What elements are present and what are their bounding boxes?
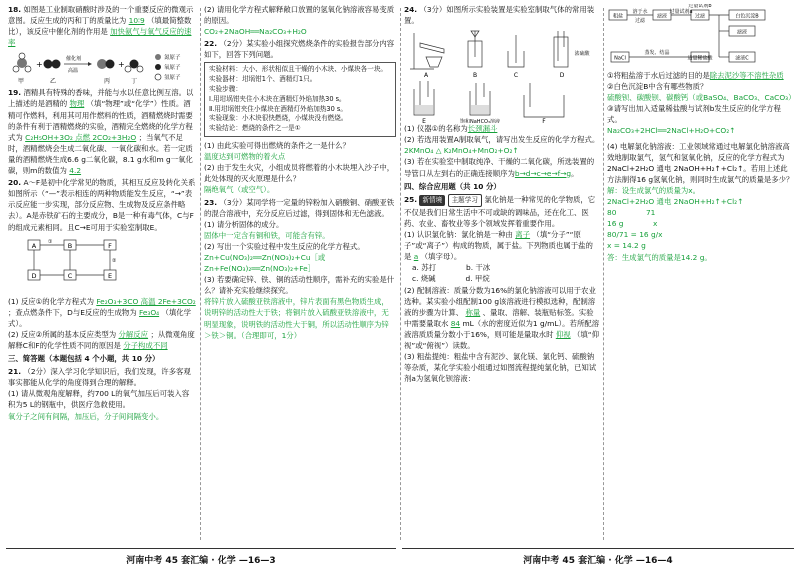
svg-text:②: ② xyxy=(112,257,117,264)
svg-text:适量稀盐酸: 适量稀盐酸 xyxy=(687,55,713,62)
apparatus-svg xyxy=(404,27,600,123)
svg-text:+: + xyxy=(118,60,125,70)
experiment-report-box: 实验材料：大小、形状相似且干燥的小木块、小煤块各一块。 实验器材：坩埚钳1个、酒精灯1只。 实验步骤： Ⅰ.用坩埚钳夹住小木块在酒精灯外焰加热30 s。 Ⅱ.用坩埚钳夹住小煤块在酒精灯外焰加热30 s。 实验现象：小木块很快燃烧，小煤块没有燃烧。 实验结论：燃烧的条件之一是① xyxy=(204,62,396,137)
svg-text:A: A xyxy=(31,241,37,250)
svg-text:丙: 丙 xyxy=(104,78,111,86)
question-19: 19. 酒精具有特殊的香味，并能与水以任意比例互溶。以上描述的是酒精的 物理 （填“物理”或“化学”）性质。酒精可作燃料，利用其可用作燃料的性质，酒精燃烧时需要的条件有利于酒精燃烧的实验，酒精完全燃烧的化学方程式为 C₂H₅OH+3O₂ 点燃 2CO₂+3H₂O ；当氧气不足时，酒精燃烧会生成二氧化碳、一氧化碳和水。若一定质量的酒精燃烧生成6.6 g二氧化碳，8.1 g水和m g一氧化碳，则m的数值为 4.2 xyxy=(8,88,194,176)
page-footer-left: 河南中考 45 套汇编 · 化学 —16—3 xyxy=(6,548,396,569)
question-20-parts: (1) 反应①的化学方程式为 Fe₂O₃+3CO 高温 2Fe+3CO₂ ；查点燃条件下，D与E反应的生成物为 Fe₃O₄ （填化学式）。 (2) 反应②所属的基本反应类型为 分解反应 ；从微观角度解释C和F的化学性质不同的原因是 分子构成不同 xyxy=(8,296,196,350)
molecule-ding xyxy=(125,60,143,73)
svg-text:氮原子: 氮原子 xyxy=(164,55,181,62)
relation-diagram-svg xyxy=(8,234,196,296)
svg-text:过滤: 过滤 xyxy=(634,18,646,24)
question-25: 25. 新情境 主题学习 氯化钠是一种常见的化学物质，它不仅是我们日常生活中不可或缺的调味品，还在化工、医药、农业、畜牧业等多个领域发挥着重要作用。 (1) 认识氯化钠：氯化钠是一种由 离子 （填“分子”“原子”或“离子”）构成的物质，属于盐。下列物质也属于盐的是 a （填字母）。 a. 苏打 b. 干冰 c. 烧碱 d. 甲烷 (2) 配制溶液：质量分数为16%的氯化钠溶液可以用于农业选种。某实验小组配制100 g该溶液进行模拟选种，配制溶液的步骤为计算、 称量 、量取、溶解、装瓶贴标签。实验中需要量取水 84 mL（水的密度近似为1 g/mL）。若所配溶液溶质质量分数小于16%，则可能是量取水时 仰视 （填“仰视”或“俯视”）读数。 (3) 粗盐提纯：粗盐中含有泥沙、氯化镁、氯化钙、硫酸钠等杂质，某化学实验小组通过如图流程提纯氯化钠，已知试剂a为氢氧化钡溶液： xyxy=(404,194,600,384)
column-3 xyxy=(404,4,600,385)
section-4-heading: 四、综合应用题（共 10 分） xyxy=(404,181,501,191)
svg-text:F: F xyxy=(108,241,112,250)
svg-text:催化剂: 催化剂 xyxy=(66,56,82,63)
svg-text:滤液: 滤液 xyxy=(656,13,668,20)
column-divider xyxy=(400,8,401,540)
column-divider xyxy=(603,8,604,540)
svg-text:过量试剂b: 过量试剂b xyxy=(688,4,712,9)
relation-diagram xyxy=(8,234,196,296)
svg-text:饱和NaHCO₃溶液: 饱和NaHCO₃溶液 xyxy=(460,119,500,124)
svg-text:乙: 乙 xyxy=(50,78,57,86)
svg-text:滤液: 滤液 xyxy=(736,29,748,36)
svg-text:C: C xyxy=(513,72,519,80)
svg-text:甲: 甲 xyxy=(18,78,25,86)
svg-text:过量试剂a: 过量试剂a xyxy=(669,9,693,15)
tag-badge: 新情境 xyxy=(419,195,445,206)
svg-text:粗盐: 粗盐 xyxy=(612,13,624,20)
svg-text:+: + xyxy=(36,60,43,70)
molecule-bing xyxy=(97,59,115,69)
question-22-parts: (1) 由此实验可得出燃烧的条件之一是什么？ 温度达到可燃物的着火点 (2) 由于发生火灾，小组成员将燃着的小木块埋入沙子中，此处体现的灭火原理是什么？ 隔绝氧气（或空气）。 xyxy=(204,141,395,195)
question-20: 20. A～F是初中化学常见的物质，其相互反应及转化关系如图所示（“—”表示相连的两种物质能发生反应，“→”表示反应能一步实现，部分反应物、生成物及反应条件略去）。A是赤铁矿石的主要成分，B是一种有毒气体，C与F的组成元素相同。且C→E可用于实验室制取E。 xyxy=(8,178,196,232)
svg-text:氢原子: 氢原子 xyxy=(164,75,181,82)
svg-text:B: B xyxy=(472,72,478,80)
svg-text:过滤: 过滤 xyxy=(694,13,706,20)
reaction-diagram-svg xyxy=(8,49,196,87)
question-24-parts: (1) 仪器①的名称为长颈漏斗 (2) 若选用装置A制取氧气，请写出发生反应的化学方程式。 2KMnO₄ △ K₂MnO₄+MnO₂+O₂↑ (3) 若在实验室中制取纯净、干燥的二氧化碳，所选装置的导管口从左到右的正确连接顺序为b→d→c→e→f→g。 xyxy=(404,124,600,178)
question-22: 22. （2分）某实验小组探究燃烧条件的实验报告部分内容如下，回答下列问题。 xyxy=(204,39,395,60)
svg-text:溶于水: 溶于水 xyxy=(632,9,648,15)
svg-text:①: ① xyxy=(48,238,53,245)
svg-text:浓硫酸: 浓硫酸 xyxy=(574,51,590,58)
svg-text:蒸发、结晶: 蒸发、结晶 xyxy=(644,50,670,56)
flow-chart-svg xyxy=(607,4,795,70)
column-2 xyxy=(204,4,396,342)
question-24: 24. （3分）如图所示实验装置是实验室制取气体的常用装置。 xyxy=(404,5,595,26)
answer-text: 氧分子之间有间隔，加压后，分子间间隔变小。 xyxy=(8,411,164,421)
page-footer-right: 河南中考 45 套汇编 · 化学 —16—4 xyxy=(402,548,794,569)
flow-chart xyxy=(607,4,795,70)
answer-blank: 加快氨气与氧气反应的速率 xyxy=(8,27,192,48)
question-23: 23. （3分）某同学将一定量的锌粉加入硝酸铜、硝酸亚铁的混合溶液中，充分反应后过滤，得到固体和无色滤液。 (1) 请分析固体的成分。 固体中一定含有铜和铁，可能含有锌。 (2) 写出一个实验过程中发生反应的化学方程式。 Zn+Cu(NO₃)₂══Zn(NO₃)₂+Cu［或Zn+Fe(NO₃)₂══Zn(NO₃)₂+Fe］ (3) 若要确定锌、铁、铜的活动性顺序，需补充的实验是什么？请补充实验继续探究。 将锌片放入硫酸亚铁溶液中，锌片表面有黑色物质生成，说明锌的活动性大于铁；将铜片放入硫酸亚铁溶液中，无明显现象，说明铁的活动性大于铜，所以活动性顺序为锌＞铁＞铜。（合理即可，1分） xyxy=(204,197,395,340)
svg-text:D: D xyxy=(31,271,37,280)
microscopic-diagram xyxy=(8,49,196,87)
question-25-flow-parts: ①将粗盐溶于水后过滤的目的是除去泥沙等不溶性杂质 ②白色沉淀B中含有哪些物质？ 硫酸钡、碳酸钡、碳酸钙（或BaSO₄、BaCO₃、CaCO₃） ③请写出加入适量稀盐酸与试剂b发生反应的化学方程式。 Na₂CO₃+2HCl══2NaCl+H₂O+CO₂↑ (4) 电解氯化钠溶液：工业领域常通过电解氯化钠溶液高效地制取氯气，氢气和氢氧化钠，反应的化学方程式为2NaCl+2H₂O 通电 2NaOH+H₂↑+Cl₂↑。若用上述此方法制得16 g氢氧化钠，则同时生成氯气的质量是多少？ 解：设生成氯气的质量为x。 2NaCl+2H₂O 通电 2NaOH+H₂↑+Cl₂↑ 80 71 16 g x 80/71 = 16 g/x x = 14.2 g 答：生成氯气的质量是14.2 g。 xyxy=(607,71,796,262)
svg-text:E: E xyxy=(107,271,113,280)
question-21: 21. （2分）深入学习化学知识后，我们发现，许多客观事实都能从化学的角度得到合理的解释。 (1) 请从微观角度解释，约700 L的氧气加压后可装入容积为5 L的钢瓶中，供医疗急救使用。 氧分子之间有间隔，加压后，分子间间隔变小。 xyxy=(8,366,196,421)
svg-text:D: D xyxy=(559,72,565,80)
molecule-yi xyxy=(44,60,61,69)
svg-text:A: A xyxy=(423,72,429,80)
molecule-jia xyxy=(13,53,31,72)
question-21-part2: (2) 请用化学方程式解释敞口放置的氢氧化钠溶液容易变质的原因。 CO₂+2NaOH══Na₂CO₃+H₂O xyxy=(204,5,395,37)
column-divider xyxy=(200,8,201,540)
column-4 xyxy=(607,4,795,264)
svg-text:F: F xyxy=(542,118,546,124)
svg-text:NaCl: NaCl xyxy=(614,55,626,62)
svg-text:滤液C: 滤液C xyxy=(735,55,749,62)
column-1 xyxy=(8,4,196,423)
svg-text:C: C xyxy=(67,271,73,280)
svg-text:高温: 高温 xyxy=(68,68,79,75)
answer-blank: 10∶9 xyxy=(128,16,145,26)
svg-text:E: E xyxy=(422,118,426,124)
section-3-heading: 三、简答题（本题包括 4 个小题，共 10 分） xyxy=(8,354,160,364)
svg-text:白色沉淀B: 白色沉淀B xyxy=(735,13,759,20)
svg-text:B: B xyxy=(67,241,73,250)
apparatus-diagram xyxy=(404,27,600,123)
tag-badge: 主题学习 xyxy=(448,194,482,207)
svg-text:氧原子: 氧原子 xyxy=(164,65,181,72)
question-18: 18. 如图是工业制取硝酸时涉及的一个重要反应的微观示意图。反应生成的丙和丁的质量比为 10∶9 （填最简整数比），该反应中催化剂的作用是 加快氨气与氧气反应的速率 xyxy=(8,5,194,48)
svg-text:丁: 丁 xyxy=(131,78,138,86)
